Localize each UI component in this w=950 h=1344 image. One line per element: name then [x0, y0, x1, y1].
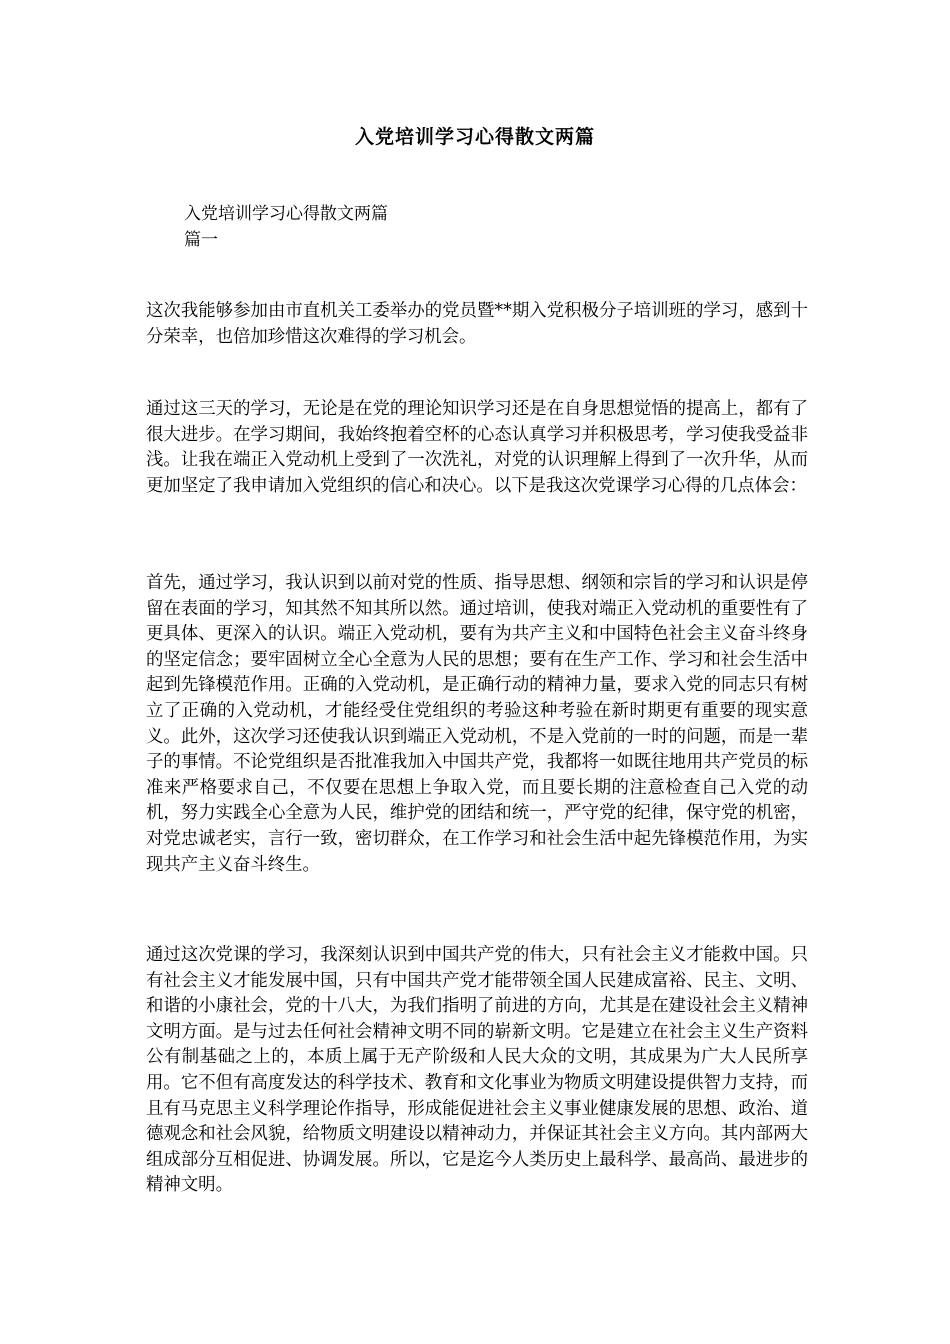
paragraph-3: 首先，通过学习，我认识到以前对党的性质、指导思想、纲领和宗旨的学习和认识是停留在表面的学习，知其然不知其所以然。通过培训，使我对端正入党动机的重要性有了更具体、更深入的认识。端正入党动机，要有为共产主义和中国特色社会主义奋斗终身的坚定信念；要牢固树立全心全意为人民的思想；要有在生产工作、学习和社会生活中起到先锋模范作用。正确的入党动机，是正确行动的精神力量，要求入党的同志只有树立了正确的入党动机，才能经受住党组织的考验这种考验在新时期更有重要的现实意义。此外，这次学习还使我认识到端正入党动机，不是入党前的一时的问题，而是一辈子的事情。不论党组织是否批准我加入中国共产党，我都将一如既往地用共产党员的标准来严格要求自己，不仅要在思想上争取入党，而且要长期的注意检查自己入党的动机，努力实践全心全意为人民，维护党的团结和统一，严守党的纪律，保守党的机密，对党忠诚老实，言行一致，密切群众，在工作学习和社会生活中起先锋模范作用，为实现共产主义奋斗终生。	[146, 573, 808, 875]
paragraph-1: 这次我能够参加由市直机关工委举办的党员暨**期入党积极分子培训班的学习，感到十分荣幸，也倍加珍惜这次难得的学习机会。	[146, 301, 808, 347]
paragraph-2: 通过这三天的学习，无论是在党的理论知识学习还是在自身思想觉悟的提高上，都有了很大进步。在学习期间，我始终抱着空杯的心态认真学习并积极思考，学习使我受益非浅。让我在端正入党动机上受到了一次洗礼，对党的认识理解上得到了一次升华，从而更加坚定了我申请加入党组织的信心和决心。以下是我这次党课学习心得的几点体会：	[146, 399, 808, 496]
paragraph-4: 通过这次党课的学习，我深刻认识到中国共产党的伟大，只有社会主义才能救中国。只有社会主义才能发展中国，只有中国共产党才能带领全国人民建成富裕、民主、文明、和谐的小康社会，党的十八大，为我们指明了前进的方向，尤其是在建设社会主义精神文明方面。是与过去任何社会精神文明不同的崭新文明。它是建立在社会主义生产资料公有制基础之上的，本质上属于无产阶级和人民大众的文明，其成果为广大人民所享用。它不但有高度发达的科学技术、教育和文化事业为物质文明建设提供智力支持，而且有马克思主义科学理论作指导，形成能促进社会主义事业健康发展的思想、政治、道德观念和社会风貌，给物质文明建设以精神动力，并保证其社会主义方向。其内部两大组成部分互相促进、协调发展。所以，它是迄今人类历史上最科学、最高尚、最进步的精神文明。	[146, 945, 808, 1196]
section-label: 篇一	[184, 230, 218, 250]
document-title: 入党培训学习心得散文两篇	[354, 126, 595, 148]
document-subtitle: 入党培训学习心得散文两篇	[184, 204, 388, 224]
